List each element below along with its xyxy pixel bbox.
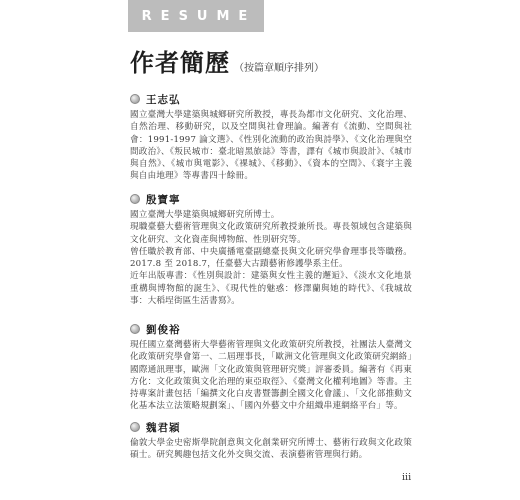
bullet-icon xyxy=(130,194,140,204)
page-number: iii xyxy=(402,472,412,483)
author-name: 殷寶寧 xyxy=(146,193,181,206)
author-heading xyxy=(130,322,412,336)
bio-paragraph: 國立臺灣大學建築與城鄉研究所教授，專長為都市文化研究、文化治理、自然治理、移動研究，以及空間與社會理論。編著有《流動、空間與社會：1991-1997 論文選》、《性別化流動的政治與詩學》、《文化治理與空間政治》、《叛民城市：臺北暗黑旅誌》等書，譯有《城市與設計》、《城市與自然》、《城市與電影》、《裸城》、《移動》、《資本的空間》、《寰宇主義與自由地理》等專書四十餘冊。 xyxy=(130,110,412,182)
page-header xyxy=(130,43,324,78)
author-heading xyxy=(130,92,412,106)
author-name: 魏君穎 xyxy=(146,421,181,434)
author-heading xyxy=(130,420,412,434)
bio-paragraph: 國立臺灣大學建築與城鄉研究所博士。 xyxy=(130,210,280,220)
bullet-icon xyxy=(130,94,140,104)
author-name: 王志弘 xyxy=(146,93,181,106)
banner-text: RESUME xyxy=(141,8,257,24)
author-bio xyxy=(130,339,412,413)
bio-paragraph: 現職臺藝大藝術管理與文化政策研究所教授兼所長。專長領域包含建築與文化研究、文化資產與博物館、性別研究等。 xyxy=(130,222,412,245)
author-entry xyxy=(130,420,412,462)
author-bio xyxy=(130,437,412,462)
page-subtitle: （按篇章順序排列） xyxy=(234,63,324,74)
bullet-icon xyxy=(130,422,140,432)
bio-paragraph: 現任國立臺灣藝術大學藝術管理與文化政策研究所教授，社團法人臺灣文化政策研究學會第一、二屆理事長，「歐洲文化管理與文化政策研究網絡」國際通訊理事，歐洲「文化政策與管理研究獎」評審委員。編著有《再東方化：文化政策與文化治理的東亞取徑》、《臺灣文化權利地圖》等書。主持專案計畫包括「編撰文化白皮書暨籌劃全國文化會議」、「文化部推動文化基本法立法策略規劃案」、「國內外藝文中介組織串連網絡平台」等。 xyxy=(130,340,412,412)
bio-paragraph: 倫敦大學金史密斯學院創意與文化創業研究所博士、藝術行政與文化政策碩士。研究興趣包括文化外交與交流、表演藝術管理與行銷。 xyxy=(130,438,412,461)
bullet-icon xyxy=(130,324,140,334)
author-entry xyxy=(130,92,412,183)
author-bio xyxy=(130,209,412,307)
author-name: 劉俊裕 xyxy=(146,323,181,336)
author-entry xyxy=(130,192,412,307)
page-title: 作者簡歷 xyxy=(130,48,230,77)
author-heading xyxy=(130,192,412,206)
author-entry xyxy=(130,322,412,413)
bio-paragraph: 近年出版專書：《性別與設計：建築與女性主義的邂逅》、《淡水文化地景重構與博物館的誕生》、《現代性的魅惑：修澤蘭與她的時代》、《我城故事：大稻埕街區生活書寫》。 xyxy=(130,271,412,307)
resume-banner xyxy=(128,0,264,32)
bio-paragraph: 曾任職於教育部、中央廣播電臺副總臺長與文化研究學會理事長等職務。2017.8 至 2018.7，任臺藝大古蹟藝術修護學系主任。 xyxy=(130,246,412,270)
author-bio xyxy=(130,109,412,183)
